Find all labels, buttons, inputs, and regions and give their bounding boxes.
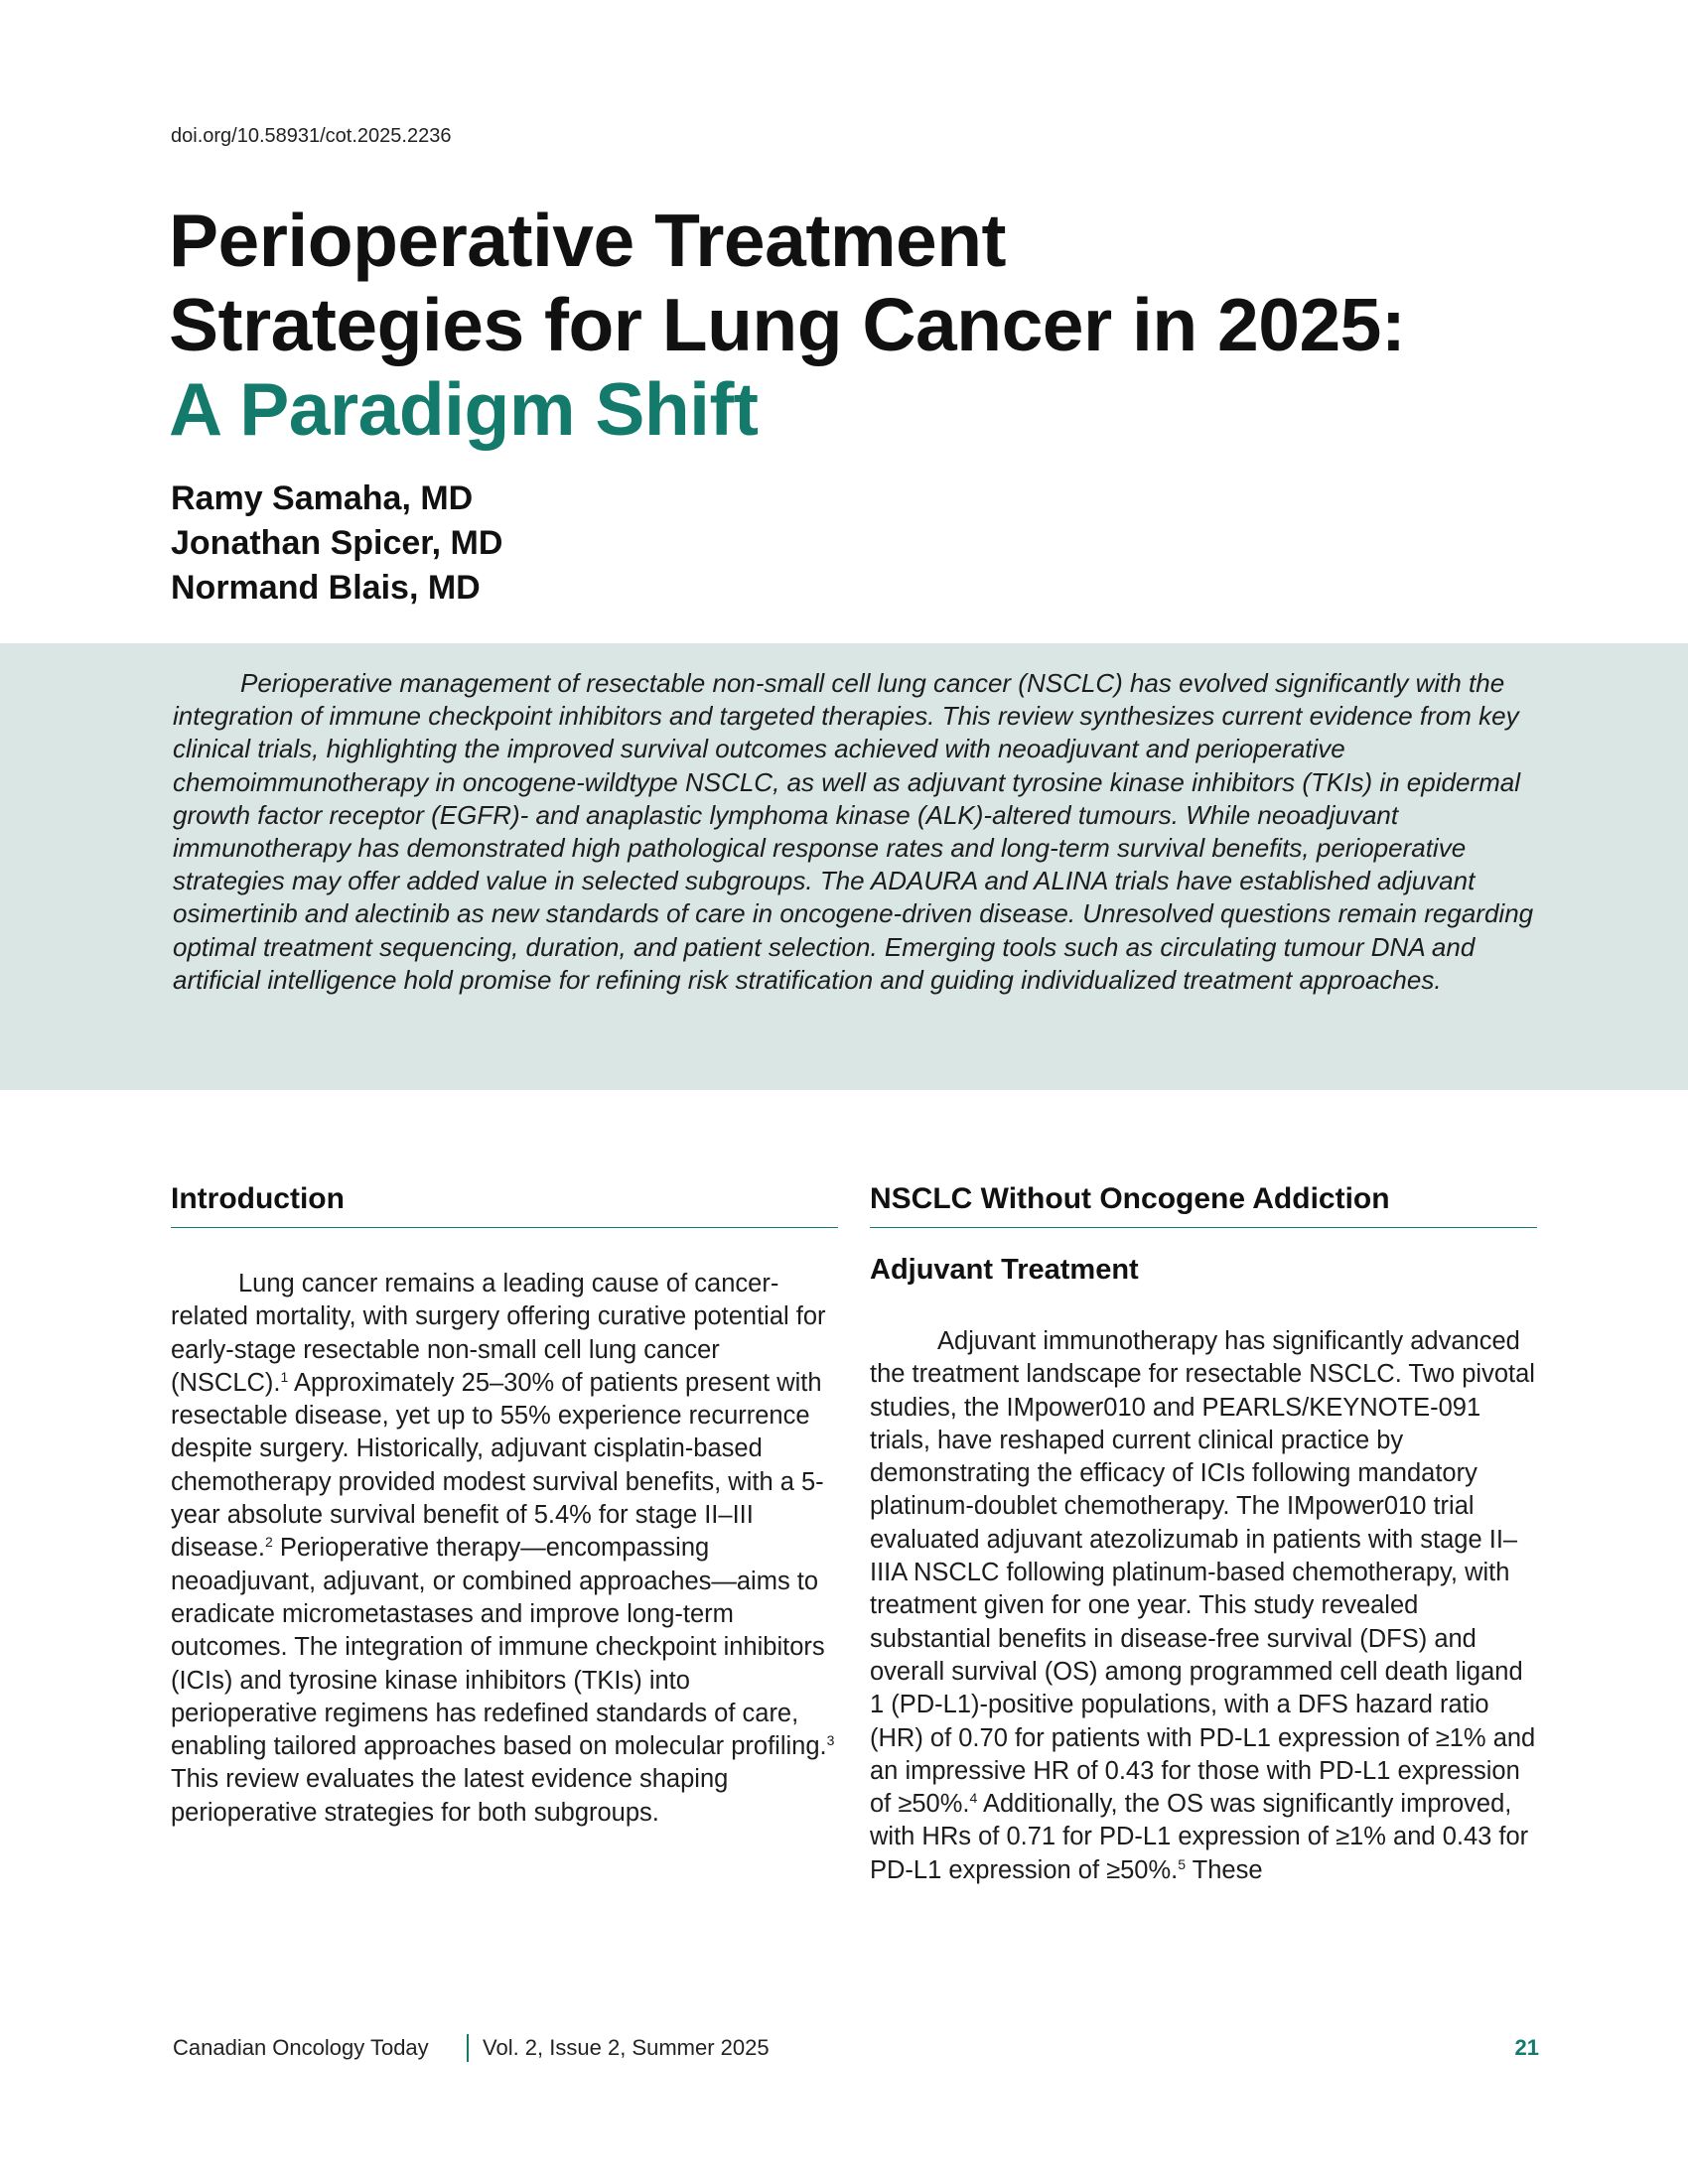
text-segment: This review evaluates the latest evidence shaping perioperative strategies for both subgroups. xyxy=(171,1765,729,1827)
page-footer xyxy=(173,2035,1539,2065)
citation-ref: 2 xyxy=(264,1534,273,1551)
text-segment: Perioperative therapy—encompassing neoadjuvant, adjuvant, or combined approaches—aims to eradicate micrometastases and improve long-term outcomes. The integration of immune checkpoint inhibitors (ICIs) and tyrosine kinase inhibitors (TKIs) into perioperative regimens has redefined standards of care, enabling tailored approaches based on molecular profiling. xyxy=(171,1534,827,1761)
title-line-1: Perioperative Treatment xyxy=(169,199,1007,282)
article-title xyxy=(169,199,1559,452)
footer-journal: Canadian Oncology Today xyxy=(173,2035,429,2060)
nsclc-column xyxy=(870,1179,1537,1887)
citation-ref: 1 xyxy=(280,1368,289,1385)
doi-link[interactable]: doi.org/10.58931/cot.2025.2236 xyxy=(171,125,452,147)
footer-separator xyxy=(467,2034,469,2062)
text-segment: Additionally, the OS was significantly improved, with HRs of 0.71 for PD-L1 expression of ≥1% and 0.43 for PD-L1 expression of ≥50%. xyxy=(870,1790,1529,1884)
text-segment: Approximately 25–30% of patients present with resectable disease, yet up to 55% experience recurrence despite surgery. Historically, adjuvant cisplatin-based chemotherapy provided modest survival benefits, with a 5-year absolute survival benefit of 5.4% for stage II–III disease. xyxy=(171,1368,824,1563)
author-list xyxy=(171,477,502,611)
nsclc-heading: NSCLC Without Oncogene Addiction xyxy=(870,1179,1537,1228)
citation-ref: 3 xyxy=(826,1732,835,1749)
page-number: 21 xyxy=(1514,2035,1539,2060)
introduction-column xyxy=(171,1179,838,1830)
adjuvant-subheading: Adjuvant Treatment xyxy=(870,1254,1139,1286)
citation-ref: 5 xyxy=(1178,1855,1187,1872)
text-segment: Adjuvant immunotherapy has significantly advanced the treatment landscape for resectable NSCLC. Two pivotal studies, the IMpower010 and PEARLS/KEYNOTE-091 trials, have reshaped current clinical practice by demonstrating the efficacy of ICIs following mandatory platinum-doublet chemotherapy. The IMpower010 trial evaluated adjuvant atezolizumab in patients with stage II–IIIA NSCLC following platinum-based chemotherapy, with treatment given for one year. This study revealed substantial benefits in disease-free survival (DFS) and overall survival (OS) among programmed cell death ligand 1 (PD-L1)-positive populations, with a DFS hazard ratio (HR) of 0.70 for patients with PD-L1 expression of ≥1% and an impressive HR of 0.43 for those with PD-L1 expression of ≥50%. xyxy=(870,1327,1536,1819)
abstract-text: Perioperative management of resectable non-small cell lung cancer (NSCLC) has evolved significantly with the integration of immune checkpoint inhibitors and targeted therapies. This review synthesizes current evidence from key clinical trials, highlighting the improved survival outcomes achieved with neoadjuvant and perioperative chemoimmunotherapy in oncogene-wildtype NSCLC, as well as adjuvant tyrosine kinase inhibitors (TKIs) in epidermal growth factor receptor (EGFR)- and anaplastic lymphoma kinase (ALK)-altered tumours. While neoadjuvant immunotherapy has demonstrated high pathological response rates and long-term survival benefits, perioperative strategies may offer added value in selected subgroups. The ADAURA and ALINA trials have established adjuvant osimertinib and alectinib as new standards of care in oncogene-driven disease. Unresolved questions remain regarding optimal treatment sequencing, duration, and patient selection. Emerging tools such as circulating tumour DNA and artificial intelligence hold promise for refining risk stratification and guiding individualized treatment approaches. xyxy=(173,668,1534,995)
author-name: Jonathan Spicer, MD xyxy=(171,524,503,562)
adjuvant-paragraph xyxy=(870,1325,1537,1887)
introduction-paragraph xyxy=(171,1268,838,1830)
footer-issue: Vol. 2, Issue 2, Summer 2025 xyxy=(483,2035,770,2060)
title-line-3: A Paradigm Shift xyxy=(169,367,759,451)
introduction-heading: Introduction xyxy=(171,1179,838,1228)
text-segment: Lung cancer remains a leading cause of cancer-related mortality, with surgery offering curative potential for early-stage resectable non-small cell lung cancer (NSCLC). xyxy=(171,1270,826,1397)
text-segment: These xyxy=(1186,1855,1263,1884)
author-name: Ramy Samaha, MD xyxy=(171,479,474,517)
title-line-2: Strategies for Lung Cancer in 2025: xyxy=(169,283,1406,366)
author-name: Normand Blais, MD xyxy=(171,569,481,607)
citation-ref: 4 xyxy=(969,1790,978,1807)
